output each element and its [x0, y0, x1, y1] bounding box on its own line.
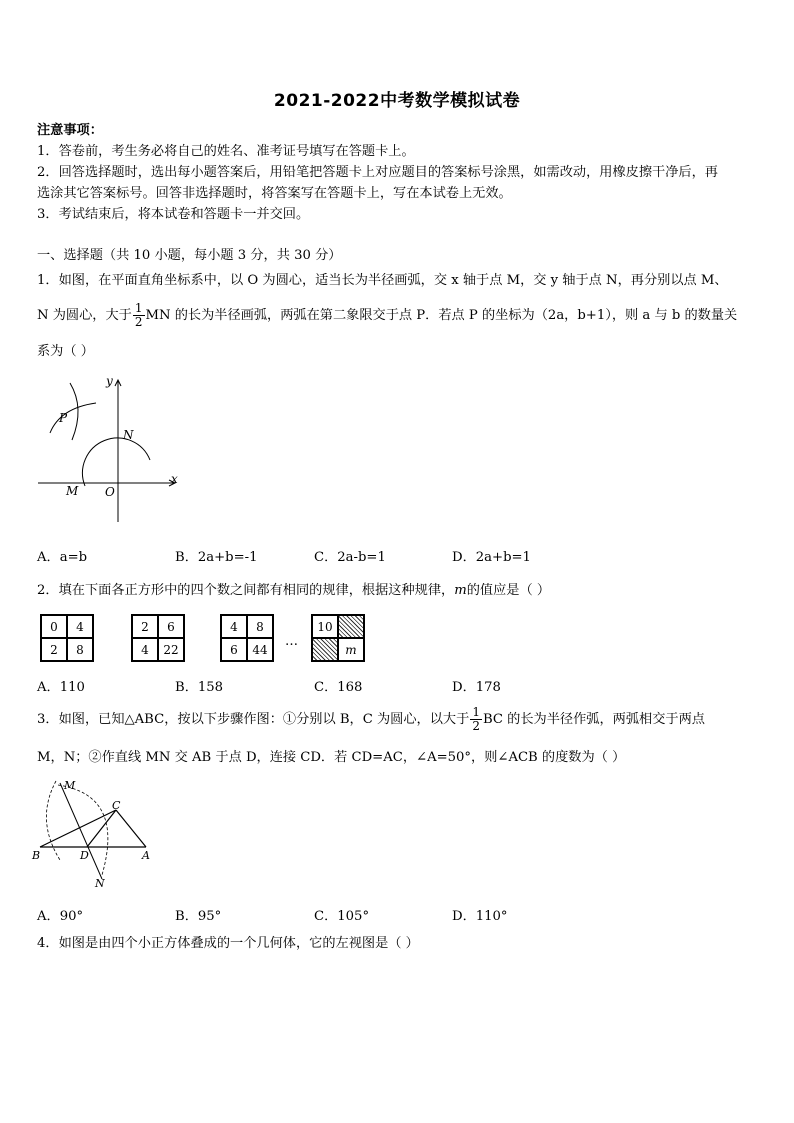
q2-text-end: 的值应是（ ） [466, 583, 551, 598]
label-x: x [171, 472, 178, 486]
q2-option-c[interactable]: C．168 [314, 680, 363, 695]
notice-item: 3．考试结束后，将本试卷和答题卡一并交回。 [37, 207, 310, 222]
q3-option-b[interactable]: B．95° [175, 909, 222, 924]
square-cell-m: m [338, 638, 364, 661]
square-cell: 2 [41, 638, 67, 661]
q1-line3: 系为（ ） [37, 344, 94, 359]
square-cell: 2 [132, 615, 158, 638]
q1-option-a[interactable]: A．a=b [37, 550, 88, 565]
label-o: O [105, 485, 115, 499]
label-m: M [64, 779, 76, 792]
square-cell: 4 [221, 615, 247, 638]
square-cell: 0 [41, 615, 67, 638]
notice-item: 2．回答选择题时，选出每小题答案后，用铅笔把答题卡上对应题目的答案标号涂黑，如需改动，用橡皮擦干净后，再 [37, 165, 718, 180]
q2-option-d[interactable]: D．178 [452, 680, 501, 695]
q3-figure [30, 775, 170, 895]
arc-b [46, 781, 60, 860]
q3-frac-den: 2 [472, 719, 480, 733]
notice-item: 选涂其它答案标号。回答非选择题时，将答案写在答题卡上，写在本试卷上无效。 [37, 186, 512, 201]
q3-frac-num: 1 [472, 705, 480, 719]
label-d: D [80, 849, 89, 862]
q3-option-d[interactable]: D．110° [452, 909, 508, 924]
q3-option-c[interactable]: C．105° [314, 909, 370, 924]
q3-line1-start: 3．如图，已知△ABC，按以下步骤作图：①分别以 B，C 为圆心，以大于 [37, 712, 470, 727]
notice-heading: 注意事项： [37, 123, 103, 138]
q1-frac-num: 1 [134, 301, 143, 315]
label-c: C [112, 799, 121, 812]
segment-ca [116, 810, 146, 847]
q1-option-b[interactable]: B．2a+b=-1 [175, 550, 258, 565]
number-square-3 [220, 614, 274, 662]
number-square-2 [131, 614, 185, 662]
q3-line1-end: BC 的长为半径作弧，两弧相交于两点 [482, 712, 705, 727]
hatched-cell [338, 615, 364, 638]
q2-text-start: 2．填在下面各正方形中的四个数之间都有相同的规律，根据这种规律， [37, 583, 455, 598]
square-cell: 6 [221, 638, 247, 661]
q1-line1: 1．如图，在平面直角坐标系中，以 O 为圆心，适当长为半径画弧，交 x 轴于点 M，交 y 轴于点 N，再分别以点 M、 [37, 273, 728, 288]
q1-fraction [133, 302, 145, 329]
label-b: B [32, 849, 41, 862]
segment-bc [40, 810, 116, 847]
label-a: A [142, 849, 150, 862]
square-cell: 4 [132, 638, 158, 661]
label-m: M [66, 484, 79, 498]
q3-line1 [37, 706, 705, 734]
line-mn [60, 783, 102, 879]
notice-item: 1．答卷前，考生务必将自己的姓名、准考证号填写在答题卡上。 [37, 144, 415, 159]
q1-option-c[interactable]: C．2a-b=1 [314, 550, 386, 565]
q1-line2-end: MN 的长为半径画弧，两弧在第二象限交于点 P．若点 P 的坐标为（2a，b+1），则 a 与 b 的数量关 [145, 308, 738, 323]
square-cell: 22 [158, 638, 184, 661]
segment-cd [87, 810, 116, 847]
q2-option-a[interactable]: A．110 [37, 680, 85, 695]
q4-text: 4．如图是由四个小正方体叠成的一个几何体，它的左视图是（ ） [37, 936, 419, 951]
label-n: N [95, 877, 105, 890]
q1-figure [30, 368, 190, 528]
q3-fraction [470, 706, 482, 733]
square-cell: 10 [312, 615, 338, 638]
hatched-cell [312, 638, 338, 661]
q2-text [37, 582, 550, 600]
q2-option-b[interactable]: B．158 [175, 680, 224, 695]
section-heading: 一、选择题（共 10 小题，每小题 3 分，共 30 分） [37, 248, 342, 263]
arc-n [50, 403, 96, 433]
q1-option-d[interactable]: D．2a+b=1 [452, 550, 531, 565]
square-cell: 8 [247, 615, 273, 638]
square-cell: 44 [247, 638, 273, 661]
arc-o [82, 438, 150, 486]
q2-m: m [454, 583, 467, 598]
label-y: y [106, 374, 113, 388]
number-square-1 [40, 614, 94, 662]
label-n: N [123, 428, 134, 442]
q1-line2 [37, 302, 737, 330]
square-cell: 8 [67, 638, 93, 661]
page-title: 2021-2022中考数学模拟试卷 [273, 91, 521, 111]
square-cell: 6 [158, 615, 184, 638]
q1-frac-den: 2 [134, 315, 143, 329]
q3-option-a[interactable]: A．90° [37, 909, 84, 924]
q3-line2: M，N；②作直线 MN 交 AB 于点 D，连接 CD．若 CD=AC，∠A=50°，则∠ACB 的度数为（ ） [37, 750, 626, 765]
arc-m [70, 383, 78, 440]
label-p: P [59, 411, 68, 425]
ellipsis: … [285, 634, 298, 649]
q1-line2-start: N 为圆心，大于 [37, 308, 132, 323]
square-cell: 4 [67, 615, 93, 638]
number-square-4 [311, 614, 365, 662]
